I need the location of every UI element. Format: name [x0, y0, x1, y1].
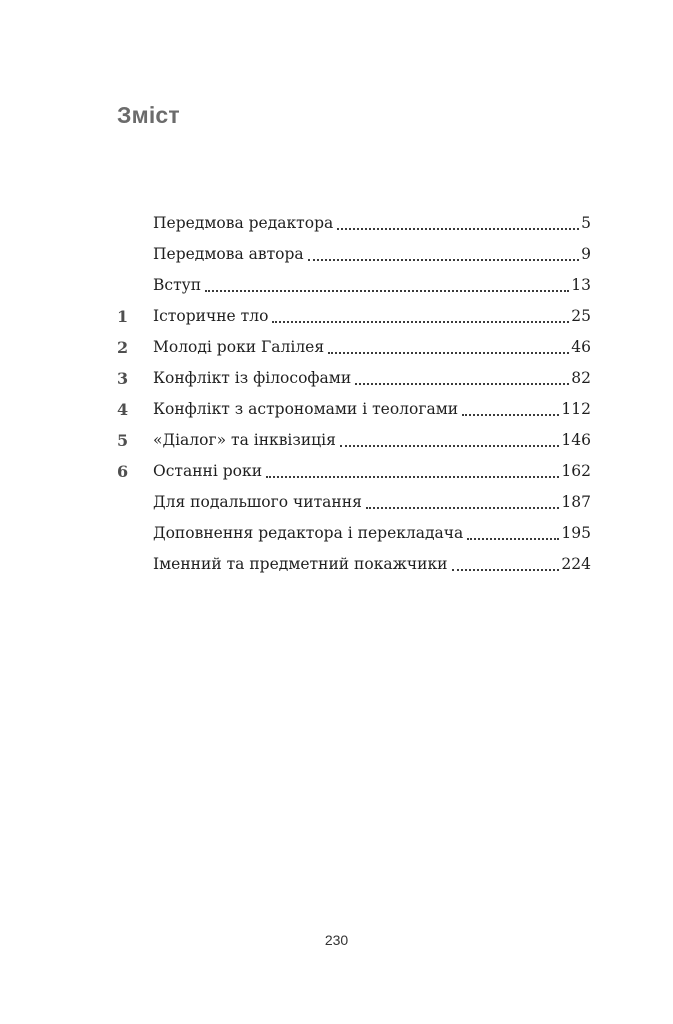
page-reference: 25	[571, 306, 591, 325]
toc-entry-chapter-4	[117, 394, 591, 425]
dot-leader	[462, 414, 559, 416]
dot-leader	[328, 352, 569, 354]
entry-title: Конфлікт з астрономами і теологами	[153, 399, 459, 418]
toc-entry-introduction	[117, 270, 591, 301]
page-reference: 9	[581, 244, 591, 263]
chapter-number: 6	[117, 461, 129, 481]
page-reference: 146	[561, 430, 591, 449]
chapter-number: 5	[117, 430, 129, 450]
toc-entry-chapter-6	[117, 456, 591, 487]
entry-title: Доповнення редактора і перекладача	[153, 523, 464, 542]
page-reference: 5	[581, 213, 591, 232]
chapter-number: 4	[117, 399, 129, 419]
dot-leader	[340, 445, 560, 447]
toc-entry-further-reading	[117, 487, 591, 518]
dot-leader	[266, 476, 559, 478]
entry-title: Історичне тло	[153, 306, 269, 325]
page-reference: 195	[561, 523, 591, 542]
toc-entry-chapter-5	[117, 425, 591, 456]
entry-title: Іменний та предметний покажчики	[153, 554, 448, 573]
toc-entry-chapter-1	[117, 301, 591, 332]
dot-leader	[308, 259, 579, 261]
entry-title: Передмова редактора	[153, 213, 334, 232]
page-reference: 162	[561, 461, 591, 480]
toc-entry-chapter-3	[117, 363, 591, 394]
dot-leader	[467, 538, 559, 540]
entry-title: «Діалог» та інквізиція	[153, 430, 336, 449]
page-reference: 13	[571, 275, 591, 294]
dot-leader	[355, 383, 569, 385]
entry-title: Останні роки	[153, 461, 263, 480]
page-reference: 112	[561, 399, 591, 418]
toc-entry-author-preface	[117, 239, 591, 270]
dot-leader	[272, 321, 569, 323]
entry-title: Передмова автора	[153, 244, 304, 263]
page-number: 230	[324, 932, 349, 948]
table-of-contents	[117, 208, 591, 580]
page-reference: 46	[571, 337, 591, 356]
toc-entry-chapter-2	[117, 332, 591, 363]
entry-title: Вступ	[153, 275, 202, 294]
page-title: Зміст	[117, 102, 180, 128]
page-reference: 82	[571, 368, 591, 387]
dot-leader	[205, 290, 569, 292]
entry-title: Молоді роки Галілея	[153, 337, 325, 356]
page-reference: 187	[561, 492, 591, 511]
entry-title: Для подальшого читання	[153, 492, 362, 511]
page-reference: 224	[561, 554, 591, 573]
entry-title: Конфлікт із філософами	[153, 368, 352, 387]
chapter-number: 1	[117, 306, 129, 326]
toc-entry-indexes	[117, 549, 591, 580]
dot-leader	[366, 507, 560, 509]
toc-entry-editor-preface	[117, 208, 591, 239]
toc-entry-editor-translator-addendum	[117, 518, 591, 549]
chapter-number: 2	[117, 337, 129, 357]
chapter-number: 3	[117, 368, 129, 388]
dot-leader	[452, 569, 560, 571]
dot-leader	[337, 228, 579, 230]
